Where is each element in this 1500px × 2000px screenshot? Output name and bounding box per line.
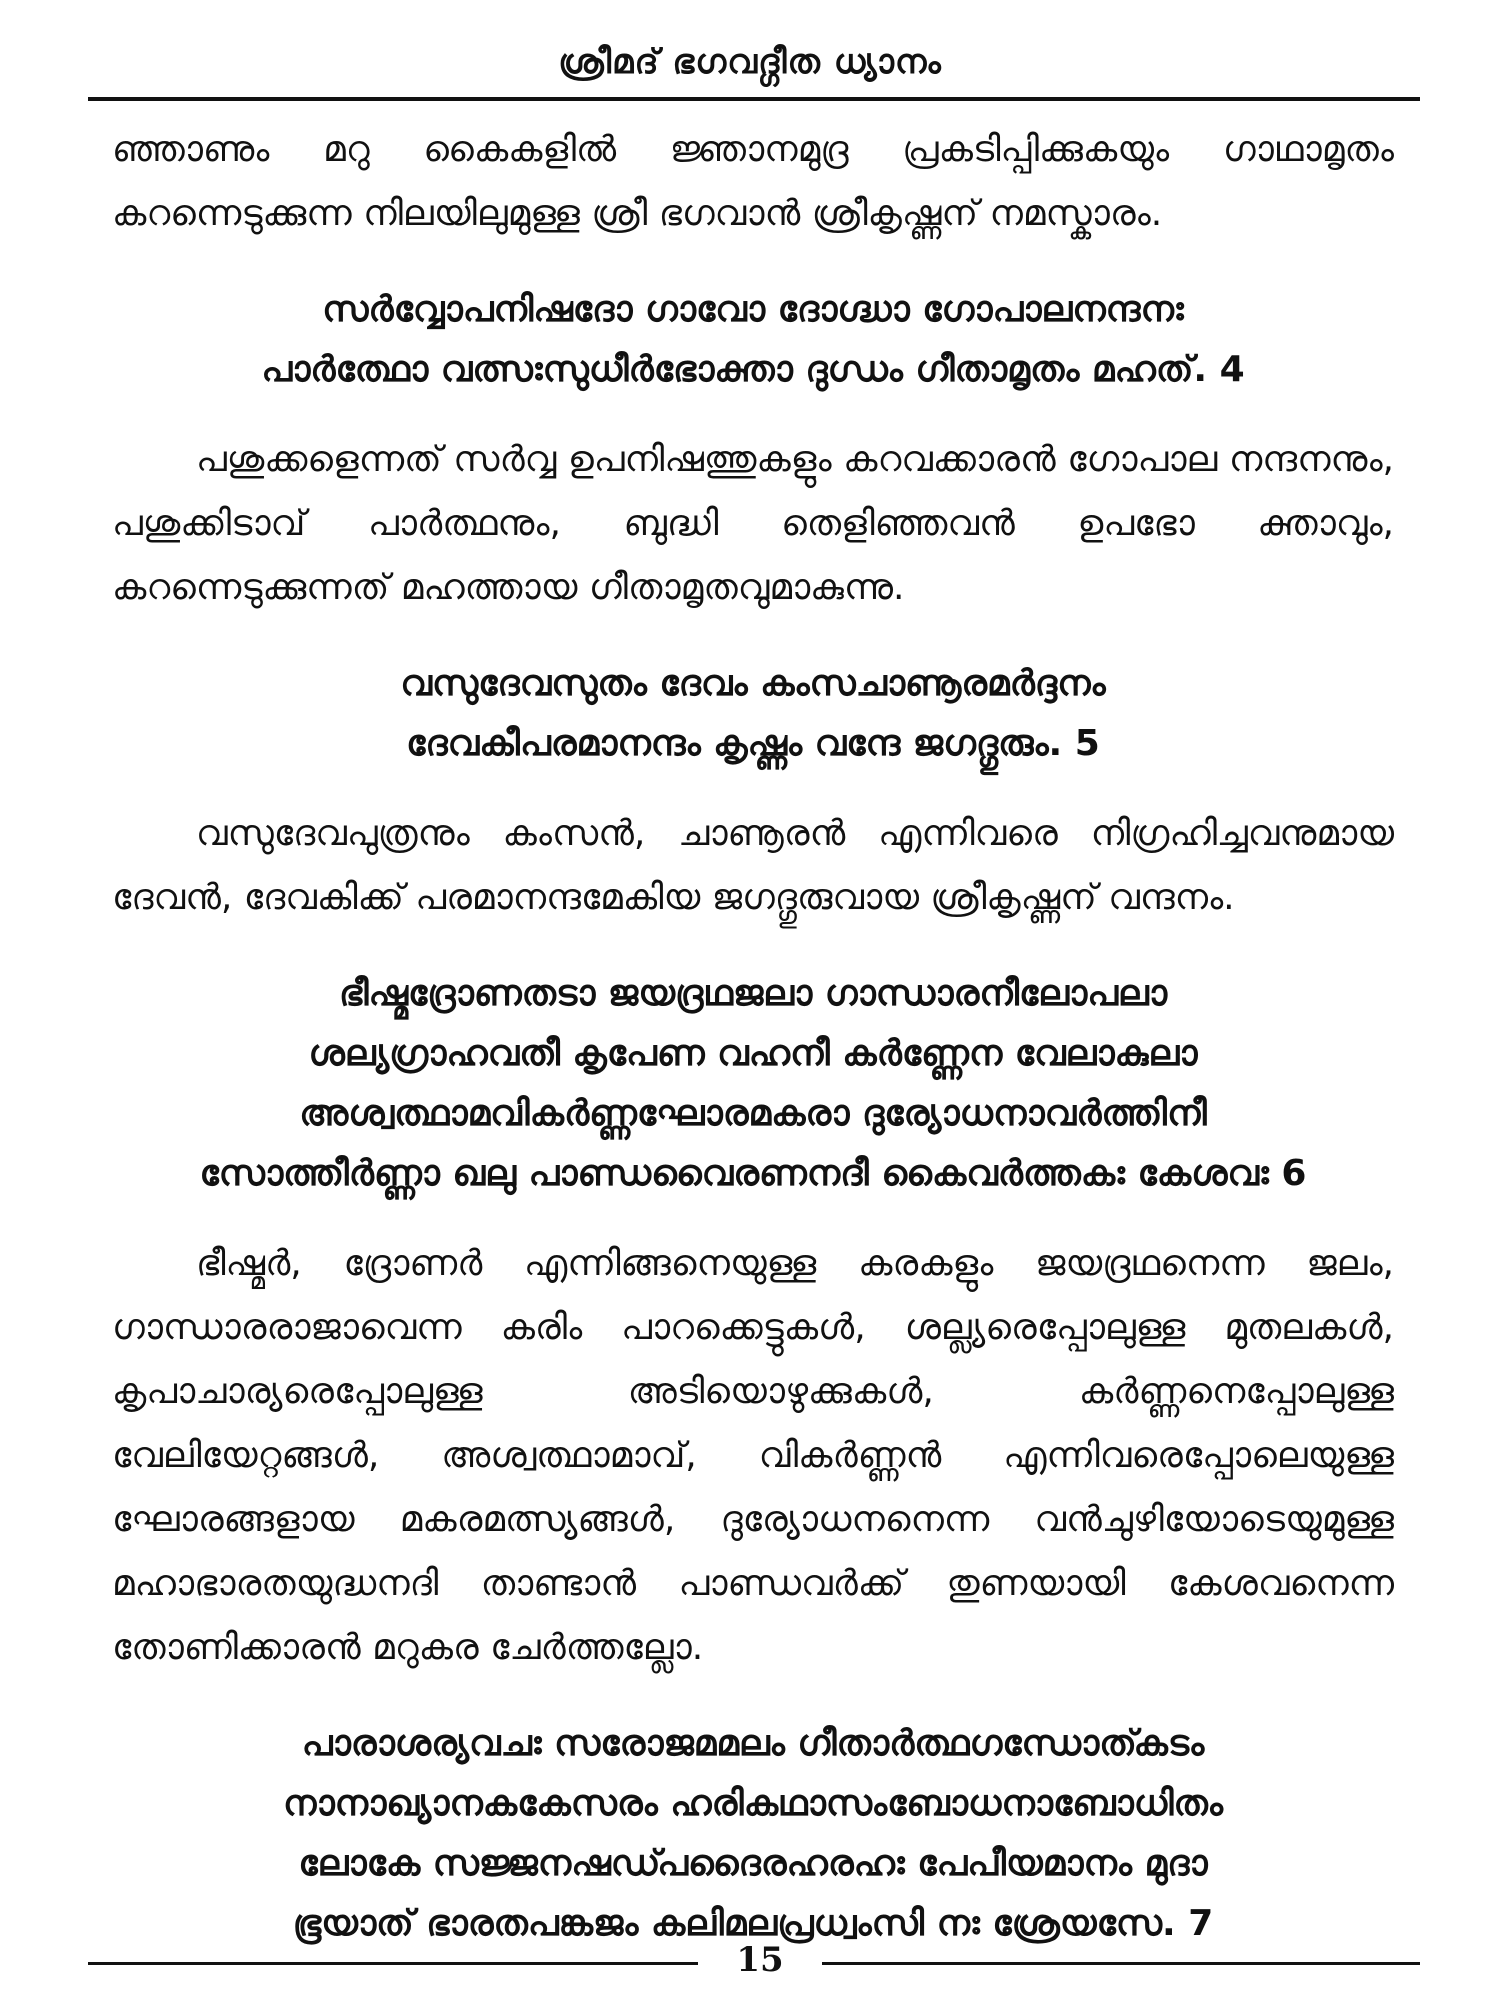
verse-line: പാരാശര്യവചഃ സരോജമമലം ഗീതാർത്ഥഗന്ധോത്കടം [301,1723,1205,1764]
page-number: 15 [736,1940,784,1980]
running-header-title: ശ്രീമദ് ഭഗവദ്ഗീത ധ്യാനം [558,42,942,82]
verse-line: പാർത്ഥോ വത്സഃസുധീർഭോക്താ ദുഗ്ധം ഗീതാമൃതം മഹത്. 4 [261,349,1245,390]
verse-5 [112,654,1394,774]
verse-line: അശ്വത്ഥാമവികർണ്ണഘോരമകരാ ദുര്യോധനാവർത്തിനീ [299,1093,1207,1134]
verse-line: സർവ്വോപനിഷദോ ഗാവോ ദോഗ്ദ്ധാ ഗോപാലനന്ദനഃ [322,289,1184,330]
paragraph-verse-6-meaning: ഭീഷ്മർ, ദ്രോണർ എന്നിങ്ങനെയുള്ള കരകളും ജയദ്രഥനെന്ന ജലം, ഗാന്ധാരരാജാവെന്ന കരിം പാറക്കെട്ടുകൾ, ശല്ല്യരെപ്പോലുള്ള മുതലകൾ, കൃപാചാര്യരെപ്പോലുള്ള അടിയൊഴുക്കുകൾ, കർണ്ണനെപ്പോലുള്ള വേലിയേറ്റങ്ങൾ, അശ്വത്ഥാമാവ്, വികർണ്ണൻ എന്നിവരെപ്പോലെയുള്ള ഘോരങ്ങളായ മകരമത്സ്യങ്ങൾ, ദുര്യോധനനെന്ന വൻചുഴിയോടെയുമുള്ള മഹാഭാരതയുദ്ധനദി താണ്ടാൻ പാണ്ഡവർക്ക് തുണയായി കേശവനെന്ന തോണിക്കാരൻ മറുകര ചേർത്തല്ലോ. [112,1243,1394,1668]
verse-6 [112,964,1394,1204]
verse-7 [112,1714,1394,1954]
verse-line: ദേവകീപരമാനന്ദം കൃഷ്ണം വന്ദേ ജഗദ്ഗുരും. 5 [406,723,1100,764]
verse-line: വസുദേവസുതം ദേവം കംസചാണൂരമർദ്ദനം [400,663,1106,704]
verse-4 [112,280,1394,400]
paragraph-intro-continued: ഞ്ഞാണും മറു കൈകളിൽ ജ്ഞാനമുദ്ര പ്രകടിപ്പിക്കുകയും ഗാഥാമൃതം കറന്നെടുക്കുന്ന നിലയിലുമുള്ള ശ്രീ ഭഗവാൻ ശ്രീകൃഷ്ണന് നമസ്കാരം. [112,129,1394,234]
verse-line: നാനാഖ്യാനകകേസരം ഹരികഥാസംബോധനാബോധിതം [283,1783,1223,1824]
header-rule [88,97,1420,101]
paragraph-verse-4-meaning: പശുക്കളെന്നത് സർവ്വ ഉപനിഷത്തുകളും കറവക്കാരൻ ഗോപാല നന്ദനനും, പശുക്കിടാവ് പാർത്ഥനും, ബുദ്ധി തെളിഞ്ഞവൻ ഉപഭോ ക്താവും, കറന്നെടുക്കുന്നത് മഹത്തായ ഗീതാമൃതവുമാകുന്നു. [112,439,1394,608]
page-body [112,118,1394,1954]
verse-line: ഭീഷ്മദ്രോണതടാ ജയദ്രഥജലാ ഗാന്ധാരനീലോപലാ [338,973,1168,1014]
footer-rule-left [88,1962,698,1965]
verse-line: ഭൂയാത് ഭാരതപങ്കജം കലിമലപ്രധ്വംസി നഃ ശ്രേയസേ. 7 [292,1903,1214,1944]
verse-line: സോത്തീർണ്ണാ ഖലു പാണ്ഡവൈരണനദീ കൈവർത്തകഃ കേശവഃ 6 [199,1153,1307,1194]
verse-line: ശല്യഗ്രാഹവതീ കൃപേണ വഹനീ കർണ്ണേന വേലാകുലാ [308,1033,1198,1074]
footer-rule-right [822,1962,1420,1965]
paragraph-verse-5-meaning: വസുദേവപുത്രനും കംസൻ, ചാണൂരൻ എന്നിവരെ നിഗ്രഹിച്ചവനുമായ ദേവൻ, ദേവകിക്ക് പരമാനന്ദമേകിയ ജഗദ്ഗുരുവായ ശ്രീകൃഷ്ണന് വന്ദനം. [112,813,1394,918]
verse-line: ലോകേ സജ്ജനഷഡ്പദൈരഹരഹഃ പേപീയമാനം മുദാ [298,1843,1208,1884]
